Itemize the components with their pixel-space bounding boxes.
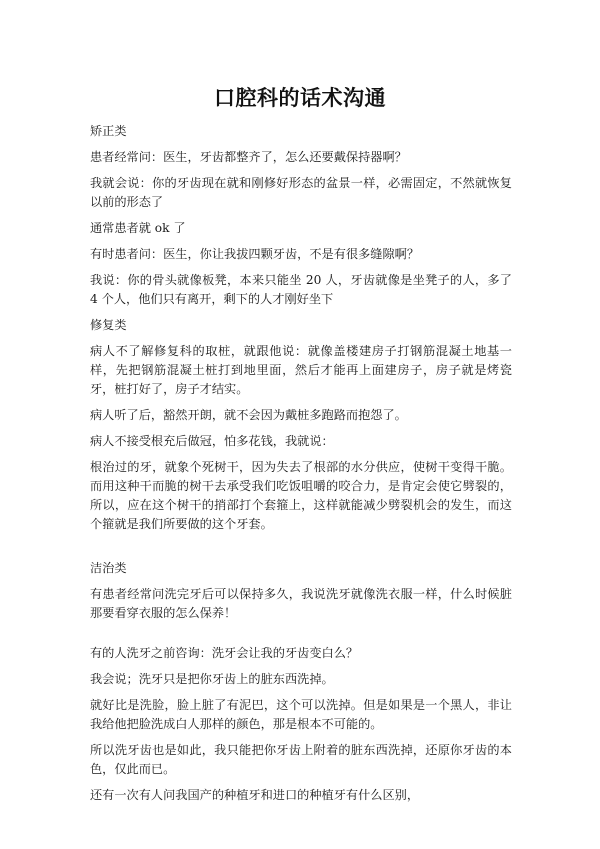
section-heading-orthodontics: 矫正类: [90, 124, 127, 138]
paragraph: 病人不了解修复科的取桩，就跟他说：就像盖楼建房子打钢筋混凝土地基一样，先把钢筋混凝土桩打到地里面，然后才能再上面建房子，房子就是烤瓷牙，桩打好了，房子才结实。: [90, 344, 512, 396]
paragraph: 病人不接受根充后做冠，怕多花钱，我就说：: [90, 434, 334, 448]
section-heading-cleaning: 洁治类: [90, 561, 127, 575]
spacer: [90, 541, 512, 559]
spacer: [90, 630, 512, 644]
paragraph: 病人听了后，豁然开朗，就不会因为戴桩多跑路而抱怨了。: [90, 408, 407, 422]
paragraph: 根治过的牙，就象个死树干，因为失去了根部的水分供应，使树干变得干脆。而用这种干而脆的树干去承受我们吃饭咀嚼的咬合力，是肯定会使它劈裂的，所以，应在这个树干的捎部打个套箍上，这样就能减少劈裂机会的发生，而这个箍就是我们所要做的这个牙套。: [90, 460, 512, 531]
paragraph: 我说：你的骨头就像板凳，本来只能坐 20 人，牙齿就像是坐凳子的人，多了 4 个人，他们只有离开，剩下的人才刚好坐下: [90, 273, 512, 306]
paragraph: 就好比是洗脸，脸上脏了有泥巴，这个可以洗掉。但是如果是一个黑人，非让我给他把脸洗成白人那样的颜色，那是根本不可能的。: [90, 698, 512, 731]
paragraph: 我会说；洗牙只是把你牙齿上的脏东西洗掉。: [90, 672, 334, 686]
paragraph: 还有一次有人问我国产的种植牙和进口的种植牙有什么区别，: [90, 788, 420, 802]
paragraph: 有时患者问：医生，你让我拔四颗牙齿，不是有很多缝隙啊？: [90, 247, 420, 261]
paragraph: 有患者经常问洗完牙后可以保持多久，我说洗牙就像洗衣服一样，什么时候脏那要看穿衣服的怎么保养！: [90, 587, 512, 620]
paragraph: 有的人洗牙之前咨询：洗牙会让我的牙齿变白么？: [90, 646, 359, 660]
document-title: 口腔科的话术沟通: [214, 85, 386, 110]
paragraph: 患者经常问：医生，牙齿都整齐了，怎么还要戴保持器啊？: [90, 150, 407, 164]
document-body: [90, 122, 512, 812]
paragraph: 所以洗牙齿也是如此，我只能把你牙齿上附着的脏东西洗掉，还原你牙齿的本色，仅此而已。: [90, 743, 512, 776]
section-heading-prosthodontics: 修复类: [90, 318, 127, 332]
paragraph: 通常患者就 ok 了: [90, 221, 186, 235]
paragraph: 我就会说：你的牙齿现在就和刚修好形态的盆景一样，必需固定，不然就恢复以前的形态了: [90, 176, 512, 209]
